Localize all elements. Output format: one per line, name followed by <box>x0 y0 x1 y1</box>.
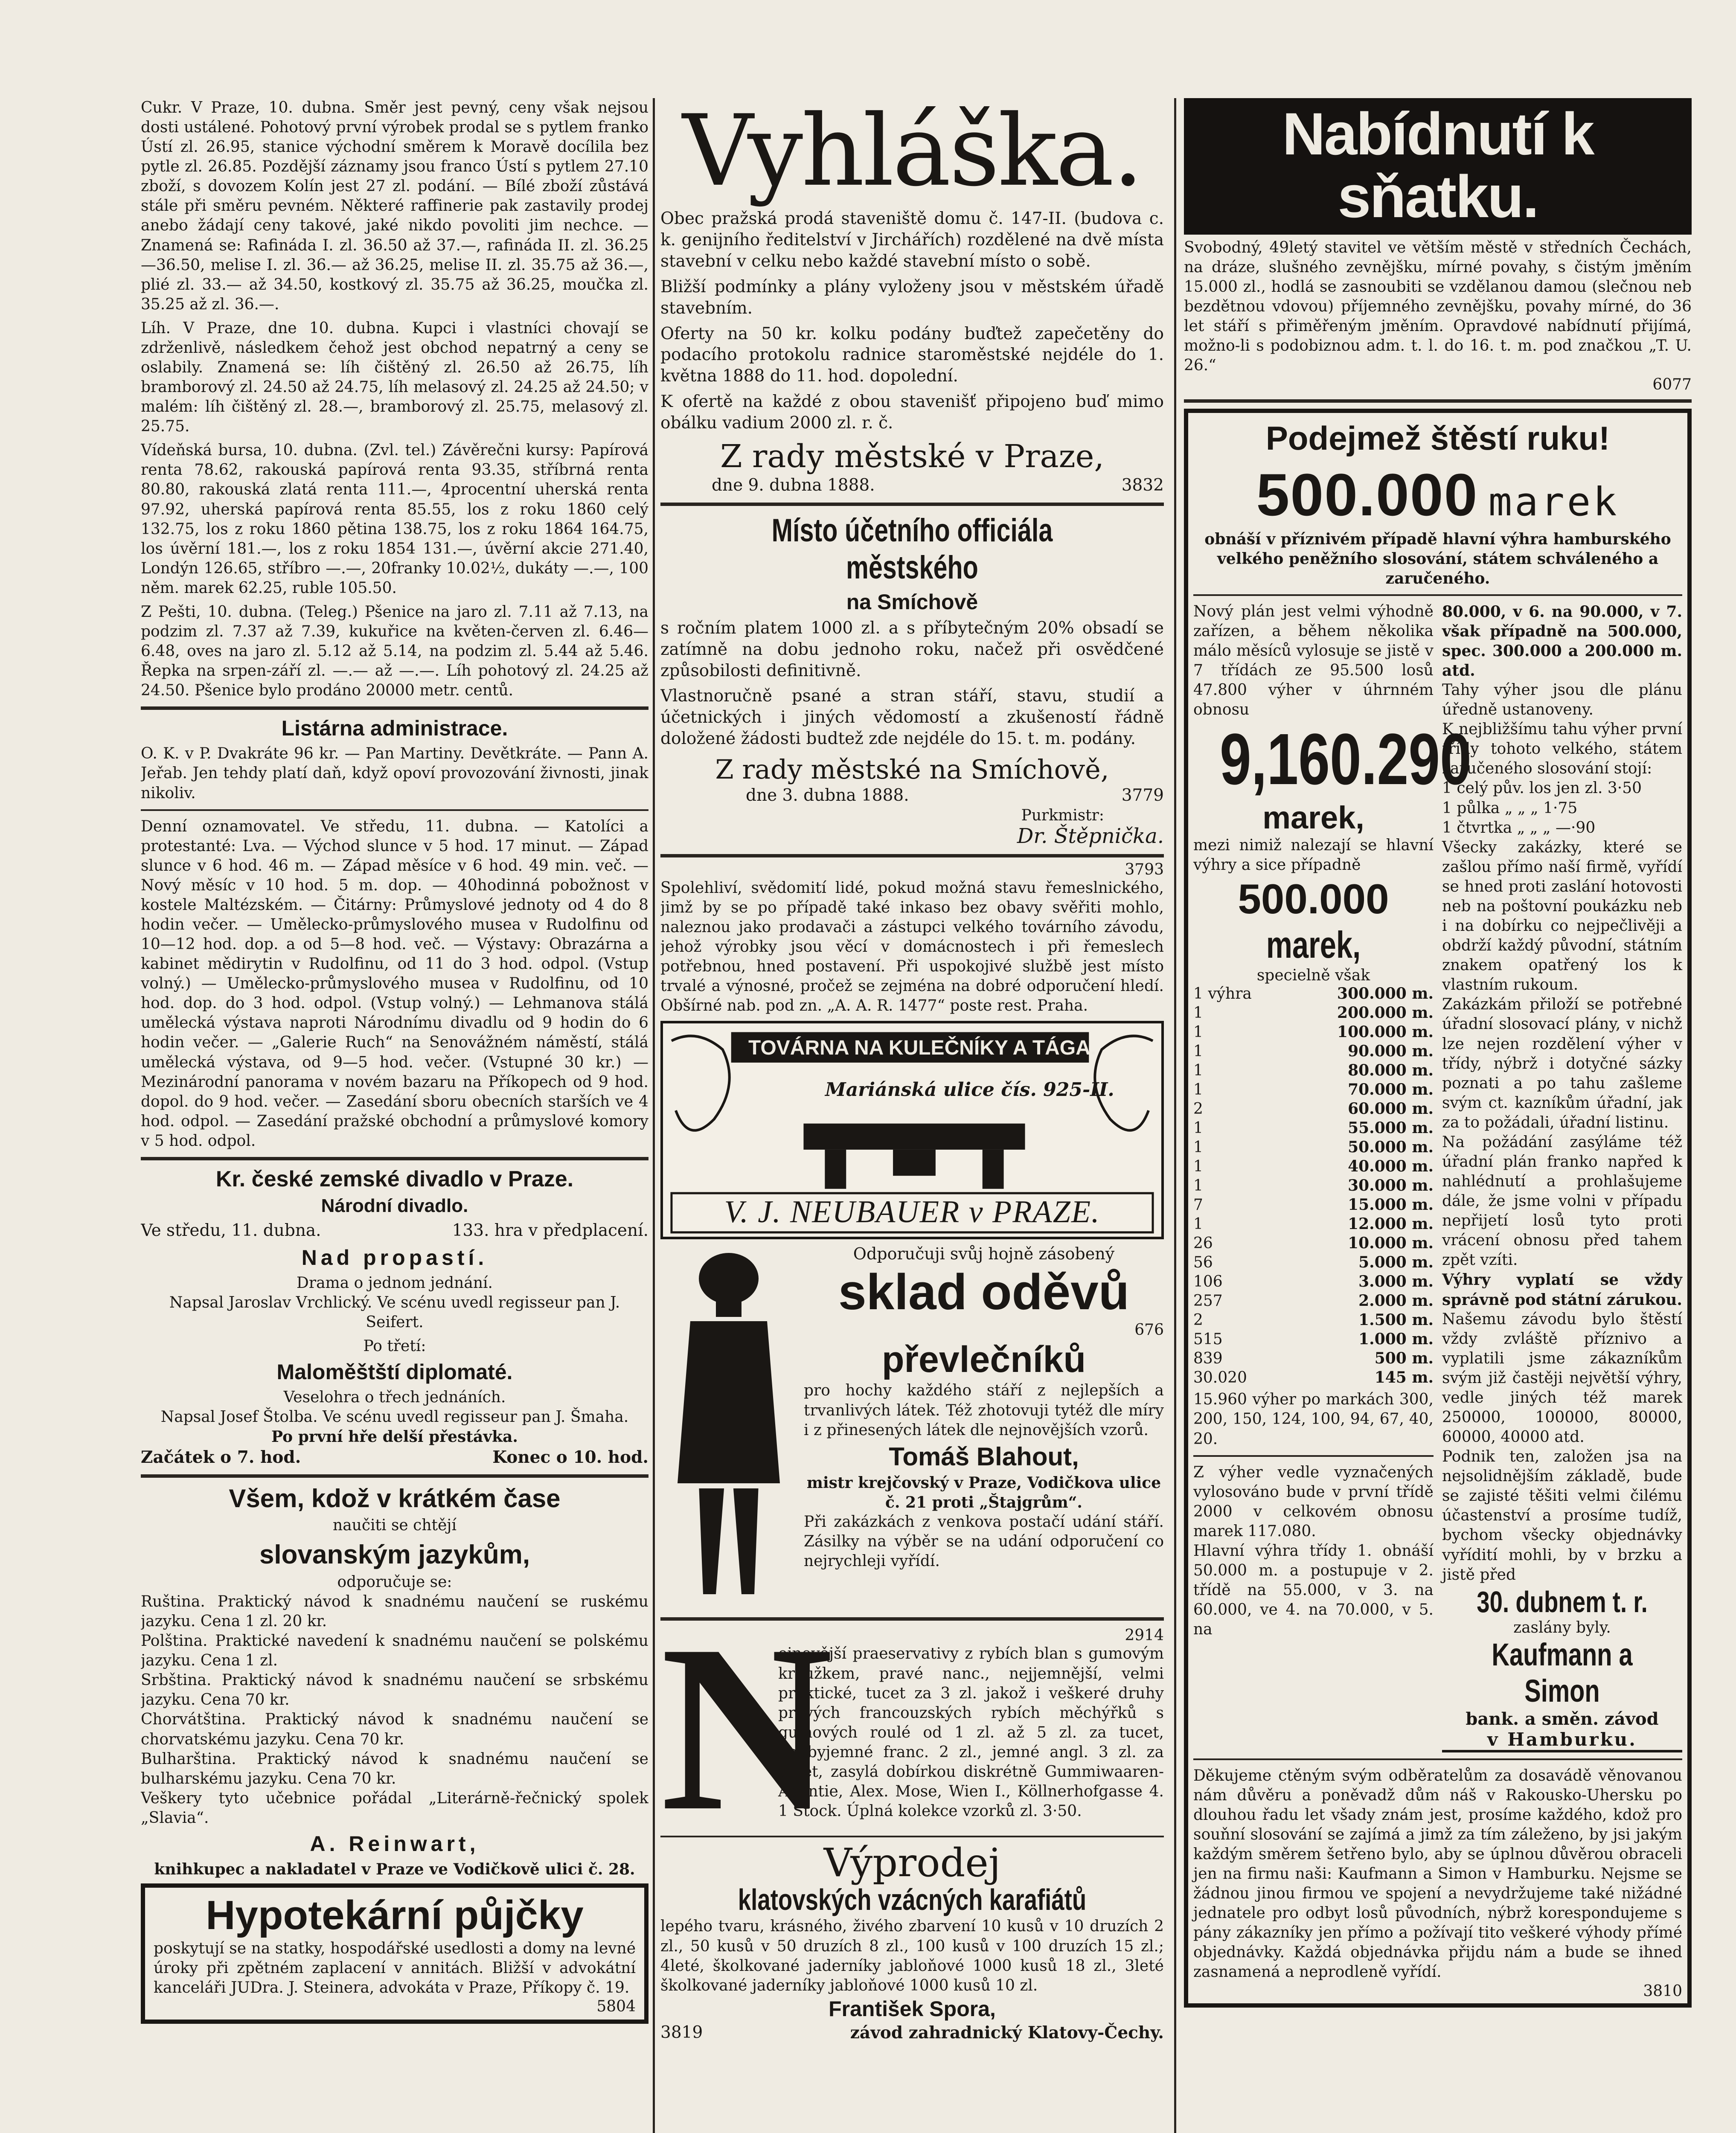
loan-title: Hypotekární půjčky <box>206 1892 584 1938</box>
column-rule-2 <box>1174 98 1176 2133</box>
prize-value: 100.000 m. <box>1337 1023 1434 1041</box>
prize-row <box>1193 1272 1434 1291</box>
column-left <box>141 98 648 2024</box>
agents-number: 3793 <box>1125 860 1164 878</box>
prize-count: 1 <box>1193 1004 1203 1022</box>
prize-row <box>1193 1099 1434 1119</box>
market-spirit: Líh. V Praze, dne 10. dubna. Kupci i vlastníci chovají se zdrženlivě, následkem čehož jest obchod nepatrný a ceny se oslabily. Znamená se: líh čištěný zl. 26.50 až 26.75, líh bramborový zl. 24.50 až 24.75, líh melasový zl. 24.25 až 24.50; v malém: líh čištěný zl. 28.—, bramborový zl. 25.75, melasový zl. 25.75. <box>141 319 648 436</box>
lottery-intro: obnáší v příznivém případě hlavní výhra hamburského velkého peněžního slosování, státem schváleného a zaručeného. <box>1204 530 1671 587</box>
prize-row <box>1193 1080 1434 1099</box>
prize-count: 2 <box>1193 1311 1203 1329</box>
lang-croatian: Chorvátština. Praktický návod k snadnému naučení se chorvatskému jazyku. Cena 70 kr. <box>141 1711 648 1748</box>
prize-row <box>1193 1291 1434 1311</box>
prize-value: 80.000 m. <box>1348 1061 1434 1080</box>
prize-value: 1.500 m. <box>1358 1311 1434 1329</box>
sale-name: František Spora, <box>829 1996 996 2021</box>
prize-value: 30.000 m. <box>1348 1177 1434 1195</box>
column-rule-1 <box>653 98 655 2133</box>
plan-left3: 15.960 výher po markách 300, 200, 150, 124, 100, 94, 67, 40, 20. <box>1193 1391 1434 1448</box>
clothing-number: 676 <box>1134 1321 1164 1339</box>
marriage-title: Nabídnutí k sňatku. <box>1184 98 1692 235</box>
listarna-text: O. K. v P. Dvakráte 96 kr. — Pan Martiny. Devětkráte. — Pann A. Jeřab. Jen tehdy platí daň, když opoví provozování živnosti, jinak nikoliv. <box>141 745 648 802</box>
divider <box>141 1474 648 1478</box>
clothing-text2: Při zakázkách z venkova postačí udání stáří. Zásilky na výběr se na udání odporučení co nejrychleji vyřídí. <box>804 1513 1164 1570</box>
clothing-text <box>804 1244 1164 1611</box>
divider <box>1193 1758 1682 1760</box>
job-signature: Z rady městské na Smíchově, <box>715 754 1109 785</box>
market-sugar: Cukr. V Praze, 10. dubna. Směr jest pevný, ceny však nejsou dosti ustálené. Pohotový první výrobek prodal se s pytlem franko Ústí zl. 26.95, stanice východní směrem k Moravě docílila bez pytle zl. 26.85. Pozdější záznamy jsou franco Ústí s pytlem 27.10 zboží, s dovozem Kolín jest 27 zl. podání. — Bílé zboží zůstává stále při směru pevném. Některé raffinerie pak zastavily prodej anebo žádají ceny takové, jaké nikdo povoliti jim nechce. — Znamená se: Rafináda I. zl. 36.50 až 37.—, rafináda II. zl. 36.25—36.50, melise I. zl. 36.— až 36.25, melise II. zl. 35.75 až 36.—, plié zl. 33.— až 34.50, kostkový zl. 35.75 až 36.25, moučka zl. 35.25 až zl. 36.—. <box>141 99 648 313</box>
lottery-ad <box>1184 409 1692 2008</box>
times-row <box>141 1447 648 1468</box>
market-pest: Z Pešti, 10. dubna. (Teleg.) Pšenice na jaro zl. 7.11 až 7.13, na podzim zl. 7.37 až 7.39, kukuřice na květen-červen zl. 6.46—6.48, oves na jaro zl. 5.12 až 5.14, na podzim zl. 5.44 až 5.46. Řepka na srpen-září zl. —.— až —.—. Líh pohotový zl. 24.25 až 24.50. Pšenice bylo prodáno 20000 metr. centů. <box>141 603 648 700</box>
prize-count: 2 <box>1193 1100 1203 1118</box>
plan-right6: Na požádání zasýláme též úřadní plán franko napřed k nahlédnutí a prohlašujeme dále, že jsme volni v případu nepřijetí losů tyto proti vrácení obnosu před tahem zpět vzíti. <box>1442 1133 1682 1269</box>
prize-count: 106 <box>1193 1273 1223 1291</box>
prize-row <box>1193 1215 1434 1234</box>
job-date-row <box>660 785 1164 807</box>
column-middle <box>660 98 1164 2043</box>
prize-value: 1.000 m. <box>1358 1330 1434 1348</box>
notice-text-3: Oferty na 50 kr. kolku podány buďtež zapečetěny do podacího protokolu radnice staroměstské nejdéle do 1. května 1888 do 11. hod. dopolední. <box>660 324 1164 386</box>
notice-text-4: K ofertě na každé z obou stavenišť připojeno buď mimo obálku vadium 2000 zl. r. č. <box>660 392 1164 433</box>
marriage-number: 6077 <box>1652 375 1692 393</box>
theatre-date-row <box>141 1220 648 1242</box>
publisher-name: A. Reinwart, <box>310 1831 480 1856</box>
sale-sub: závod zahradnický Klatovy-Čechy. <box>850 2023 1164 2043</box>
condom-ad <box>660 1596 1164 1861</box>
loan-ad <box>141 1883 648 2024</box>
prize-row <box>1193 1349 1434 1368</box>
logo-name: V. J. NEUBAUER v PRAZE. <box>724 1194 1100 1230</box>
prize-row <box>1193 1368 1434 1387</box>
billiard-factory-logo <box>660 1021 1164 1239</box>
deadline: 30. dubnem t. r. <box>1477 1585 1648 1619</box>
prize-count: 1 <box>1193 1139 1203 1157</box>
prize-count: 1 <box>1193 1158 1203 1176</box>
lottery-body <box>1193 602 1682 1752</box>
play1-genre: Drama o jednom jednání. <box>297 1274 493 1292</box>
plan-special: specielně však <box>1256 967 1370 985</box>
divider <box>141 706 648 710</box>
prize-count: 7 <box>1193 1196 1203 1214</box>
prize-value: 5.000 m. <box>1358 1253 1434 1272</box>
prize-value: 200.000 m. <box>1337 1004 1434 1022</box>
lottery-headline <box>1193 460 1682 529</box>
plan-right9: Podnik ten, založen jsa na nejsolidnějším základě, bude se zajisté těšiti velmi čilému účastenství a prosíme tudíž, bychom všecky objednávky vyřídití mohli, by v brzku a jistě před <box>1442 1448 1682 1584</box>
logo-address: Mariánská ulice čís. 925-II. <box>825 1079 1114 1101</box>
plan-main: 500.000 <box>1238 875 1389 923</box>
job-title: Místo účetního officiála městského <box>771 512 1053 586</box>
prize-row <box>1193 1253 1434 1272</box>
notice-signature: Z rady městské v Praze, <box>720 438 1104 475</box>
plan-right2: Tahy výher jsou dle plánu úředně ustanoveny. <box>1442 681 1682 719</box>
condom-body <box>778 1627 1164 1830</box>
prize-row <box>1193 1042 1434 1061</box>
prize-value: 60.000 m. <box>1348 1100 1434 1118</box>
plan-right7: Výhry vyplatí se vždy správně pod státní zárukou. <box>1442 1271 1682 1309</box>
market-vienna-bourse: Vídeňská bursa, 10. dubna. (Zvl. tel.) Závěrečni kursy: Papírová renta 78.62, rakouská papírová renta 93.35, stříbrná renta 80.80, rakouská zlatá renta 111.—, 4procentní uherská renta 97.92, uherská papírová renta 85.55, los z roku 1860 celý 132.75, los z roku 1860 pětina 138.75, los z roku 1864 164.75, los úvěrní 181.—, los z roku 1854 131.—, úvěrní akcie 271.40, Londýn 126.65, stříbro —.—, 20franky 10.02½, dukáty —.—, 100 něm. marek 62.25, ruble 105.50. <box>141 442 648 597</box>
divider <box>141 1157 648 1160</box>
play1-title: Nad propastí. <box>301 1245 488 1270</box>
prize-count: 1 <box>1193 1023 1203 1041</box>
theatre-date: Ve středu, 11. dubna. <box>141 1221 321 1240</box>
prize-row <box>1193 1138 1434 1157</box>
prize-value: 50.000 m. <box>1348 1138 1434 1157</box>
plan-right8: Našemu závodu bylo štěstí vždy zvláště příznivo a vyplatili jsme zákazníkům svým již častěji největší výhry, vedle jiných též marek 250000, 100000, 80000, 60000, 40000 atd. <box>1442 1310 1682 1446</box>
daily-notices: Denní oznamovatel. Ve středu, 11. dubna. — Katolíci a protestanté: Lva. — Východ slunce v 5 hod. 17 minut. — Západ slunce v 6 hod. 46 m. — Západ měsíce v 6 hod. 49 min. več. — Nový měsíc v 10 hod. 5 m. dop. — 40hodinná pobožnost v kostele Maltézském. — Čitárny: Průmyslové jednoty od 4 do 8 hodin večer. — Umělecko-průmyslového musea v Rudolfinu od 10—12 hod. dop. a od 5—8 hod. več. — Výstavy: Obrazárna a kabinet mědirytin v Rudolfinu, od 11 do 3 hod. odpol. (Vstup volný.) — Umělecko-průmyslového musea v Rudolfinu, od 10 hod. dop. do 3 hod. odpol. (Vstup volný.) — Lehmanova stálá umělecká výstava naproti Národnímu divadlu od 9 hodin do 6 hodin večer. — „Galerie Ruch“ na Senovážném náměstí, stálá umělecká výstava, od 9—5 hod. večer. (Vstupné 30 kr.) — Mezinárodní panorama v novém bazaru na Příkopech od 9 hod. dopol. do 9 hod. večer. — Zasedání sboru obecních starších ve 4 hod. odpol. — Zasedání pražské obchodní a průmyslové komory v 5 hod. odpol. <box>141 817 648 1150</box>
lang-note: Veškery tyto učebnice pořádal „Literárně-řečnický spolek „Slavia“. <box>141 1789 648 1827</box>
clothing-name: Tomáš Blahout, <box>889 1442 1079 1471</box>
prize-value: 300.000 m. <box>1337 985 1434 1003</box>
prize-row <box>1193 1003 1434 1023</box>
job-date: dne 3. dubna 1888. <box>746 786 909 805</box>
prize-count: 257 <box>1193 1292 1223 1310</box>
prize-value: 10.000 m. <box>1348 1234 1434 1252</box>
clothing-text-body: pro hochy každého stáří z nejlepších a trvanlivých látek. Též zhotovuji tytéž dle míry i z přinesených látek dle nejnovějších vzorů. <box>804 1382 1164 1439</box>
marriage-text: Svobodný, 49letý stavitel ve větším městě v středních Čechách, na dráze, slušného zevnějšku, mírné povahy, s čistým jměním 15.000 zl., hodlá se zasnoubiti se vzdělanou damou (slečnou neb bezdětnou vdovou) příjemného zevnějšku, povahy mírné, do 36 let stáří s přiměřeným jměním. Opravdové nabídnutí přijímá, možno-li s podobiznou adm. t. l. do 16. t. m. pod značkou „T. U. 26.“ <box>1184 239 1692 375</box>
logo-top: TOVÁRNA NA KULEČNÍKY A TÁGA. <box>748 1037 1096 1060</box>
plan-main-unit: marek, <box>1266 924 1361 966</box>
plan-right3: K nejbližšímu tahu výher první třídy tohoto velkého, státem zaručeného slosování stojí: <box>1442 721 1682 778</box>
sale-footer <box>660 2022 1164 2044</box>
prize-count: 1 <box>1193 1043 1203 1061</box>
prize-row <box>1193 1119 1434 1138</box>
po-treti: Po třetí: <box>363 1337 426 1355</box>
plan-right1: 80.000, v 6. na 90.000, v 7. však případně na 500.000, spec. 300.000 a 200.000 m. atd. <box>1442 602 1682 680</box>
lang-serbian: Srbština. Praktický návod k snadnému naučení se srbskému jazyku. Cena 70 kr. <box>141 1671 648 1709</box>
prize-count: 1 <box>1193 1177 1203 1195</box>
divider <box>141 809 648 811</box>
prize-row <box>1193 1061 1434 1080</box>
lottery-left <box>1193 602 1471 1752</box>
tailor-figure-icon <box>660 1244 797 1611</box>
thanks-number: 3810 <box>1643 1982 1682 2000</box>
deadline-sub: zaslány byly. <box>1513 1619 1611 1636</box>
plan-total: 9,160.290 <box>1219 719 1471 800</box>
play2-title: Maloměštští diplomaté. <box>276 1360 513 1384</box>
lang-polish: Polština. Praktické navedení k snadnému naučení se polskému jazyku. Cena 1 zl. <box>141 1632 648 1670</box>
prize-row <box>1193 1311 1434 1330</box>
plan-total-unit: marek, <box>1262 800 1364 836</box>
publisher-sub: knihkupec a nakladatel v Praze ve Vodičkově ulici č. 28. <box>154 1860 635 1878</box>
prize-value: 15.000 m. <box>1348 1196 1434 1214</box>
prize-value: 55.000 m. <box>1348 1119 1434 1137</box>
price-row-3: 1 čtvrtka „ „ „ —·90 <box>1442 819 1596 837</box>
agents-text: Spolehliví, svědomití lidé, pokud možná stavu řemeslnického, jimž by se po případě také inkaso bez obavy svěřiti mohlo, naleznou jako prodavači a zástupci velkého továrního závodu, jehož výrobky jsou věcí v domácnostech i při řemeslech potřebnou, hned postavení. Při uspokojivé službě jest místo trvalé a výnosné, pročež se zejména na dobré odporučení hledí. Obšírné nab. pod zn. „A. A. R. 1477“ poste rest. Praha. <box>660 879 1164 1015</box>
prize-row <box>1193 1330 1434 1349</box>
end-time: Konec o 10. hod. <box>492 1447 648 1468</box>
job-text-1: s ročním platem 1000 zl. a s příbytečným 20% obsadí se zatímně na dobu jednoho roku, načež při osvědčené způsobilosti definitivně. <box>660 618 1164 680</box>
plan-left2: mezi nimiž nalezají se hlavní výhry a sice případně <box>1193 837 1434 874</box>
clothing-title1: sklad oděvů <box>838 1264 1129 1321</box>
prize-count: 1 <box>1193 1062 1203 1080</box>
sale-number: 3819 <box>660 2023 703 2042</box>
clothing-ad <box>660 1244 1164 1611</box>
notice-text-2: Bližší podmínky a plány vyloženy jsou v městském úřadě stavebním. <box>660 277 1164 318</box>
prize-value: 70.000 m. <box>1348 1081 1434 1099</box>
notice-date: dne 9. dubna 1888. <box>712 476 875 495</box>
bank-city: v Hamburku. <box>1442 1729 1682 1752</box>
notice-date-row <box>660 475 1164 497</box>
prize-row <box>1193 1234 1434 1253</box>
prize-table <box>1193 984 1434 1387</box>
sale-title: Výprodej <box>823 1840 1001 1886</box>
job-text-2: Vlastnoručně psané a stran stáří, stavu, studií a účetnických i jiných vědomostí a zkušeností řádně doložené žádosti budtež zde nejdéle do 15. t. m. podány. <box>660 686 1164 749</box>
lang-russian: Ruština. Praktický návod k snadnému naučení se ruskému jazyku. Cena 1 zl. 20 kr. <box>141 1592 648 1630</box>
lottery-title: Podejmež štěstí ruku! <box>1265 419 1610 457</box>
prize-count: 839 <box>1193 1350 1223 1368</box>
start-time: Začátek o 7. hod. <box>141 1447 301 1468</box>
loan-number: 5804 <box>596 1998 636 2016</box>
notice-text-1: Obec pražská prodá staveniště domu č. 147-II. (budova c. k. genijního ředitelství v Jirchářích) rozdělené na dvě místa stavební v celku nebo každé stavební místo o sobě. <box>660 209 1164 271</box>
bank-name: Kaufmann a Simon <box>1492 1636 1633 1709</box>
divider <box>660 503 1164 506</box>
lottery-currency: marek <box>1488 479 1620 525</box>
prize-value: 12.000 m. <box>1348 1215 1434 1233</box>
prize-count: 56 <box>1193 1254 1213 1272</box>
prize-value: 3.000 m. <box>1358 1273 1434 1291</box>
thanks-text: Děkujeme ctěným svým odběratelům za dosavádě věnovanou nám důvěru a poněvadž dům náš v Rakousko-Uhersku po dlouhou řadu let všady znám jest, prosíme každého, kdož pro souňní slosování se zajímá a jimž za tím záleženo, by jsi jakým každým směrem šetřeno bylo, aby se úplnou důvěrou obraceli jen na firmu naši: Kaufmann a Simon v Hamburku. Nejsme se žádnou jinou firmou ve spojení a nevydržujeme také nižádné jednatele pro odbyt losů původních, nýbrž korespondujeme s pány zákazníky jen přímo a požívají tito veškeré výhody přímé objednávky. Každá objednávka přijdu nám a bude se ihned zasnamená a neprodleně vyřídí. <box>1193 1767 1682 1981</box>
prize-count: 30.020 <box>1193 1369 1247 1387</box>
prize-count: 26 <box>1193 1235 1213 1252</box>
prize-count: 1 <box>1193 1081 1203 1099</box>
divider <box>660 854 1164 857</box>
prize-value: 145 m. <box>1374 1369 1434 1387</box>
lottery-right <box>1442 602 1682 1752</box>
prize-row <box>1193 984 1434 1003</box>
job-number: 3779 <box>1121 786 1164 805</box>
divider <box>1184 399 1692 403</box>
lottery-amount: 500.000 <box>1256 461 1478 528</box>
prize-count: 1 <box>1193 1119 1203 1137</box>
loan-text: poskytují se na statky, hospodářské usedlosti a domy na levné úroky při zpětném zaplacení v annitách. Bližší v advokátní kanceláři JUDra. J. Steinera, advokáta v Praze, Příkopy č. 19. <box>154 1940 636 1997</box>
listarna-title: Listárna administrace. <box>281 716 508 741</box>
prize-value: 40.000 m. <box>1348 1157 1434 1176</box>
job-place: na Smíchově <box>846 590 978 614</box>
condom-initial: N <box>660 1596 833 1861</box>
prize-value: 2.000 m. <box>1358 1292 1434 1310</box>
sale-text: lepého tvaru, krásného, živého zbarvení 10 kusů v 10 druzích 2 zl., 50 kusů v 50 druzích 8 zl., 100 kusů v 100 druzích 15 zl.; 4leté, školkované jaderníky jabloňové 1000 kusů 18 zl., 3leté školkované jaderníky jabloňové 1000 kusů 10 zl. <box>660 1918 1164 1994</box>
prize-row <box>1193 1157 1434 1176</box>
prize-row <box>1193 1195 1434 1215</box>
column-right <box>1184 98 1692 2008</box>
play2-credit: Napsal Josef Štolba. Ve scénu uvedl regisseur pan J. Šmaha. <box>160 1408 629 1426</box>
divider <box>1193 1455 1434 1457</box>
job-mayor-name: Dr. Štěpnička. <box>1017 824 1164 848</box>
clothing-intro: Odporučuji svůj hojně zásobený <box>853 1244 1115 1264</box>
languages-title: Všem, kdož v krátkém čase <box>229 1484 561 1513</box>
clothing-sub: mistr krejčovský v Praze, Vodičkova ulice č. 21 proti „Štajgrům“. <box>806 1473 1161 1511</box>
plan-right4: Všecky zakázky, které se zašlou přímo naší firmě, vyřídí se hned proti zaslání hotovosti neb na poštovní poukázku neb i na dobírku co nejpečlivěji a obdrží každý původní, státním znakem opatřený los k vlastním rukoum. <box>1442 838 1682 994</box>
theatre-subtitle: Národní divadlo. <box>321 1195 468 1216</box>
prize-value: 90.000 m. <box>1348 1042 1434 1061</box>
theatre-title: Kr. české zemské divadlo v Praze. <box>215 1166 574 1191</box>
prize-count: 1 <box>1193 1215 1203 1233</box>
play2-genre: Veselohra o třech jednáních. <box>283 1388 506 1406</box>
bank-sub: bank. a směn. závod <box>1466 1709 1659 1729</box>
divider <box>1193 594 1682 596</box>
prize-row <box>1193 1176 1434 1195</box>
plan-left1: Nový plán jest velmi výhodně zařízen, a během několika málo měsíců vylosuje se jistě v 7 třídách ze 95.500 losů 47.800 výher v úhrnném obnosu <box>1193 602 1434 719</box>
theatre-subscription: 133. hra v předplacení. <box>452 1221 648 1240</box>
lang-bulgarian: Bulharština. Praktický návod k snadnému naučení se bulharskému jazyku. Cena 70 kr. <box>141 1750 648 1787</box>
clothing-title2: převlečníků <box>882 1339 1086 1380</box>
play2-note: Po první hře delší přestávka. <box>271 1428 518 1446</box>
price-row-2: 1 půlka „ „ „ 1·75 <box>1442 799 1578 817</box>
condom-text: ejnovější praeservativy z rybích blan s gumovým kroužkem, pravé nanc., nejjemnější, velmi praktické, tucet za 3 zl. jakož i veškeré druhy pravých francouzských rybích měchýřků s gumových roulé od 1 zl. až 5 zl. za tucet, houbyjemné franc. 2 zl., jemné angl. 3 zl. za tucet, zasylá dobírkou diskrétně Gummiwaaren-Agentie, Alex. Mose, Wien I., Köllnerhofgasse 4. 1 Stock. Úplná kolekce vzorků zl. 3·50. <box>778 1645 1164 1820</box>
play1-credit: Napsal Jaroslav Vrchlický. Ve scénu uvedl regisseur pan J. Seifert. <box>169 1293 620 1331</box>
languages-sub1: naučiti se chtějí <box>333 1516 457 1534</box>
prize-count: 1 výhra <box>1193 985 1252 1003</box>
job-mayor-label: Purkmistr: <box>1021 806 1104 824</box>
prize-row <box>1193 1023 1434 1042</box>
prize-value: 500 m. <box>1374 1349 1434 1368</box>
languages-sub2: slovanským jazykům, <box>259 1540 530 1569</box>
languages-sub3: odporučuje se: <box>337 1573 452 1591</box>
sale-subtitle: klatovských vzácných karafiátů <box>738 1883 1087 1917</box>
prize-count: 515 <box>1193 1331 1223 1348</box>
condom-number: 2914 <box>1125 1627 1164 1645</box>
plan-right5: Zakázkám přiloží se potřebné úřadní slosovací plány, v nichž lze nejen rozdělení výher v třídy, nýbrž i dotyčné sázky poznati a po tahu zašleme svým ct. kazníkům úřadní, jak za to požádali, úřadní listinu. <box>1442 996 1682 1131</box>
notice-title: Vyhláška. <box>682 98 1142 208</box>
price-row-1: 1 celý pův. los jen zl. 3·50 <box>1442 779 1642 797</box>
plan-left5: Hlavní výhra třídy 1. obnáší 50.000 m. a postupuje v 2. třídě na 55.000, v 3. na 60.000, ve 4. na 70.000, v 5. na <box>1193 1542 1434 1639</box>
plan-left4: Z výher vedle vyznačených vylosováno bude v první třídě 2000 v celkovém obnosu marek 117.080. <box>1193 1463 1434 1540</box>
notice-number: 3832 <box>1121 476 1164 495</box>
